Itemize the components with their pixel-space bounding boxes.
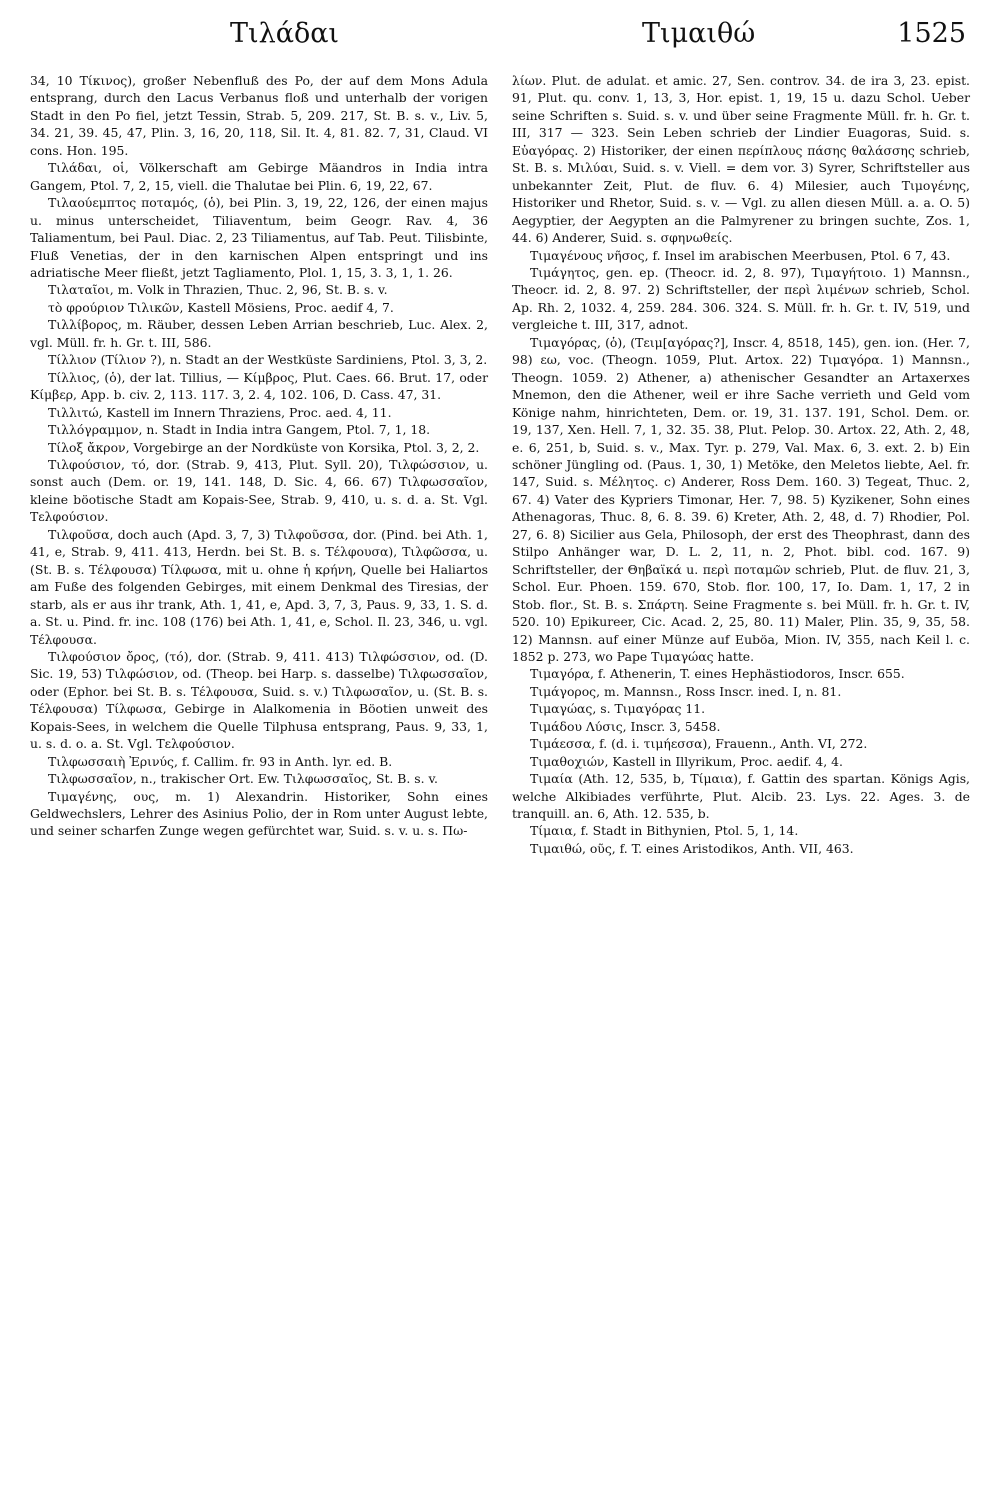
dictionary-entry: Τιλλιτώ, Kastell im Innern Thraziens, Proc. aed. 4, 11. xyxy=(48,404,392,420)
dictionary-entry: Τιλαταῖοι, m. Volk in Thrazien, Thuc. 2, 96, St. B. s. v. xyxy=(48,282,388,298)
dictionary-entry: Τιλαούεμπτος ποταμός, (ὁ), bei Plin. 3, 19, 22, 126, der einen majus u. minus unterscheidet, Tiliaventum, beim Geogr. Rav. 4, 36 Taliamentum, bei Paul. Diac. 2, 23 Tiliamentus, auf Tab. Peut. Tilisbinte, Fluß Venetias, der in den karnischen Alpen entspringt und ins adriatische Meer fließt, jetzt Tagliamento, Plol. 1, 15, 3. 3, 1, 1. 26. xyxy=(30,195,488,280)
dictionary-entry: Τιμαγένης, ους, m. 1) Alexandrin. Historiker, Sohn eines Geldwechslers, Lehrer des Asinius Polio, der in Rom unter August lebte, und seiner scharfen Zunge wegen gefürchtet war, Suid. s. v. u. s. Πω- xyxy=(30,788,488,839)
dictionary-entry: Τιμάγητος, gen. ep. (Theocr. id. 2, 8. 97), Τιμαγήτοιο. 1) Mannsn., Theocr. id. 2, 8. 97. 2) Schriftsteller, der περὶ λιμένων schrieb, Schol. Ap. Rh. 2, 1032. 4, 259. 284. 306. 324. S. Müll. fr. h. Gr. t. IV, 519, und vergleiche t. III, 317, adnot. xyxy=(512,264,970,333)
dictionary-entry: Τίλλιος, (ὁ), der lat. Tillius, — Κίμβρος, Plut. Caes. 66. Brut. 17, oder Κίμβερ, App. b. civ. 2, 113. 117. 3, 2. 4, 102. 106, D. Cass. 47, 31. xyxy=(30,369,488,403)
dictionary-entry: 34, 10 Τίκινος), großer Nebenfluß des Po, der auf dem Mons Adula entsprang, durch den Lacus Verbanus floß und unterhalb der vorigen Stadt in den Po fiel, jetzt Tessin, Strab. 5, 209. 217, St. B. s. v., Liv. 5, 34. 21, 39. 45, 47, Plin. 3, 16, 20, 118, Sil. It. 4, 81. 82. 7, 31, Claud. VI cons. Hon. 195. xyxy=(30,73,488,158)
dictionary-entry: Τιλφωσσαιὴ Ἐρινύς, f. Callim. fr. 93 in Anth. lyr. ed. B. xyxy=(48,753,393,769)
dictionary-entry: Τιμάδου Λύσις, Inscr. 3, 5458. xyxy=(530,718,721,734)
dictionary-entry: Τιμαγένους νῆσος, f. Insel im arabischen Meerbusen, Ptol. 6 7, 43. xyxy=(530,247,951,263)
dictionary-entry: Τιλλίβορος, m. Räuber, dessen Leben Arrian beschrieb, Luc. Alex. 2, vgl. Müll. fr. h. Gr. t. III, 586. xyxy=(30,317,488,350)
dictionary-entry: Τίμαια, f. Stadt in Bithynien, Ptol. 5, 1, 14. xyxy=(530,823,799,839)
dictionary-entry: Τιλφούσιον ὄρος, (τό), dor. (Strab. 9, 411. 413) Τιλφώσσιον, od. (D. Sic. 19, 53) Τιλφώσιον, od. (Theop. bei Harp. s. dasselbe) Τιλφωσσαῖον, oder (Ephor. bei St. B. s. Τέλφουσα, Suid. s. v.) Τιλφωσαῖον, u. (St. B. s. Τέλφουσα) Τίλφωσα, Gebirge in Alalkomenia in Böotien unweit des Kopais-Sees, in welchem die Quelle Tilphusa entsprang, Paus. 9, 33, 1, u. s. d. o. a. St. Vgl. Τελφούσιον. xyxy=(30,648,488,752)
header-right-catchword: Τιμαιθώ xyxy=(642,18,756,49)
dictionary-entry: Τιμάεσσα, f. (d. i. τιμήεσσα), Frauenn., Anth. VI, 272. xyxy=(530,736,868,752)
page-header xyxy=(30,12,970,60)
right-column xyxy=(512,72,970,857)
dictionary-entry: Τιλφωσσαῖον, n., trakischer Ort. Ew. Τιλφωσσαῖος, St. B. s. v. xyxy=(48,771,438,787)
dictionary-entry: Τιμαιθώ, οῦς, f. T. eines Aristodikos, Anth. VII, 463. xyxy=(530,840,854,856)
header-left-catchword: Τιλάδαι xyxy=(230,18,340,49)
page-number: 1525 xyxy=(897,18,966,49)
dictionary-entry: Τιλφοῦσα, doch auch (Apd. 3, 7, 3) Τιλφοῦσσα, dor. (Pind. bei Ath. 1, 41, e, Strab. 9, 411. 413, Herdn. bei St. B. s. Τέλφουσα), Τιλφῶσσα, u. (St. B. s. Τέλφουσα) Τίλφωσα, mit u. ohne ἡ κρήνη, Quelle bei Haliartos am Fuße des folgenden Gebirges, mit einem Denkmal des Tiresias, der starb, als er aus ihr trank, Ath. 1, 41, e, Apd. 3, 7, 3, Paus. 9, 33, 1. S. d. a. St. u. Pind. fr. inc. 108 (176) bei Ath. 1, 41, e, Schol. Il. 23, 346, u. vgl. Τέλφουσα. xyxy=(30,526,488,647)
dictionary-entry: τὸ φρούριον Τιλικῶν, Kastell Mösiens, Proc. aedif 4, 7. xyxy=(48,299,394,315)
dictionary-entry: Τιλφούσιον, τό, dor. (Strab. 9, 413, Plut. Syll. 20), Τιλφώσσιον, u. sonst auch (Dem. or. 19, 141. 148, D. Sic. 4, 66. 67) Τιλφωσσαῖον, kleine böotische Stadt am Kopais-See, Strab. 9, 410, u. s. d. a. St. Vgl. Τελφούσιον. xyxy=(30,456,488,525)
dictionary-entry: Τιμαγόρας, (ὁ), (Τειμ[αγόρας?], Inscr. 4, 8518, 145), gen. ion. (Her. 7, 98) εω, voc. (Theogn. 1059, Plut. Artox. 22) Τιμαγόρα. 1) Mannsn., Theogn. 1059. 2) Athener, a) athenischer Gesandter an Artaxerxes Mnemon, den die Athener, weil er ihre Sache verrieth und Geld vom Könige nahm, hinrichteten, Dem. or. 19, 31. 137. 191, Schol. Dem. or. 19, 137, Xen. Hell. 7, 1, 32. 35. 38, Plut. Pelop. 30. Artox. 22, Ath. 2, 48, e. 6, 251, b, Suid. s. v., Max. Tyr. p. 279, Val. Max. 6, 3. ext. 2. b) Ein schöner Jüngling od. (Paus. 1, 30, 1) Metöke, den Meletos liebte, Ael. fr. 147, Suid. s. Μέλητος. c) Anderer, Ross Dem. 160. 3) Tegeat, Thuc. 2, 67. 4) Vater des Kypriers Timonar, Her. 7, 98. 5) Kyzikener, Sohn eines Athenagoras, Thuc. 8, 6. 8. 39. 6) Kreter, Ath. 2, 48, d. 7) Rhodier, Pol. 27, 6. 8) Sicilier aus Gela, Philosoph, der erst des Theophrast, dann des Stilpo Anhänger war, D. L. 2, 11, n. 2, Phot. bibl. cod. 167. 9) Schriftsteller, der Θηβαϊκά u. περὶ ποταμῶν schrieb, Plut. de fluv. 21, 3, Schol. Eur. Phoen. 159. 670, Stob. flor. 100, 17, Io. Dam. 1, 17, 2 in Stob. flor., St. B. s. Σπάρτη. Seine Fragmente s. bei Müll. fr. h. Gr. t. IV, 520. 10) Epikureer, Cic. Acad. 2, 25, 80. 11) Maler, Plin. 35, 9, 35, 58. 12) Mannsn. auf einer Münze auf Euböa, Mion. IV, 355, nach Keil l. c. 1852 p. 273, wo Pape Τιμαγώας hatte. xyxy=(512,334,970,664)
dictionary-entry: λίων. Plut. de adulat. et amic. 27, Sen. controv. 34. de ira 3, 23. epist. 91, Plut. qu. conv. 1, 13, 3, Hor. epist. 1, 19, 15 u. dazu Schol. Ueber seine Schriften s. Suid. s. v. und über seine Fragmente Müll. fr. h. Gr. t. III, 317 — 323. Sein Leben schrieb der Lindier Euagoras, Suid. s. Εὐαγόρας. 2) Historiker, der einen περίπλους πάσης θαλάσσης schrieb, St. B. s. Μιλύαι, Suid. s. v. Viell. = dem vor. 3) Syrer, Schriftsteller aus unbekannter Zeit, Plut. de fluv. 6. 4) Milesier, auch Τιμογένης, Historiker und Rhetor, Suid. s. v. — Vgl. zu allen diesen Müll. a. a. O. 5) Aegyptier, der Aegypten an die Palmyrener zu bringen suchte, Zos. 1, 44. 6) Anderer, Suid. s. σφηνωθείς. xyxy=(512,73,970,246)
dictionary-entry: Τιλάδαι, οἱ, Völkerschaft am Gebirge Mäandros in India intra Gangem, Ptol. 7, 2, 15, viell. die Thalutae bei Plin. 6, 19, 22, 67. xyxy=(30,160,488,193)
dictionary-entry: Τίλλιον (Τίλιον ?), n. Stadt an der Westküste Sardiniens, Ptol. 3, 3, 2. xyxy=(48,352,488,368)
dictionary-entry: Τιμάγορος, m. Mannsn., Ross Inscr. ined. I, n. 81. xyxy=(530,683,842,699)
dictionary-entry: Τίλοξ ἄκρον, Vorgebirge an der Nordküste von Korsika, Ptol. 3, 2, 2. xyxy=(48,439,480,455)
dictionary-entry: Τιμαγόρα, f. Athenerin, T. eines Hephästiodoros, Inscr. 655. xyxy=(530,666,905,682)
two-column-body xyxy=(30,72,970,857)
dictionary-entry: Τιλλόγραμμον, n. Stadt in India intra Gangem, Ptol. 7, 1, 18. xyxy=(48,422,431,438)
dictionary-entry: Τιμαγώας, s. Τιμαγόρας 11. xyxy=(530,701,706,717)
dictionary-entry: Τιμαία (Ath. 12, 535, b, Τίμαια), f. Gattin des spartan. Königs Agis, welche Alkibiades verführte, Plut. Alcib. 23. Lys. 22. Ages. 3. de tranquill. an. 6, Ath. 12. 535, b. xyxy=(512,771,970,822)
dictionary-entry: Τιμαθοχιών, Kastell in Illyrikum, Proc. aedif. 4, 4. xyxy=(530,753,843,769)
left-column xyxy=(30,72,488,857)
